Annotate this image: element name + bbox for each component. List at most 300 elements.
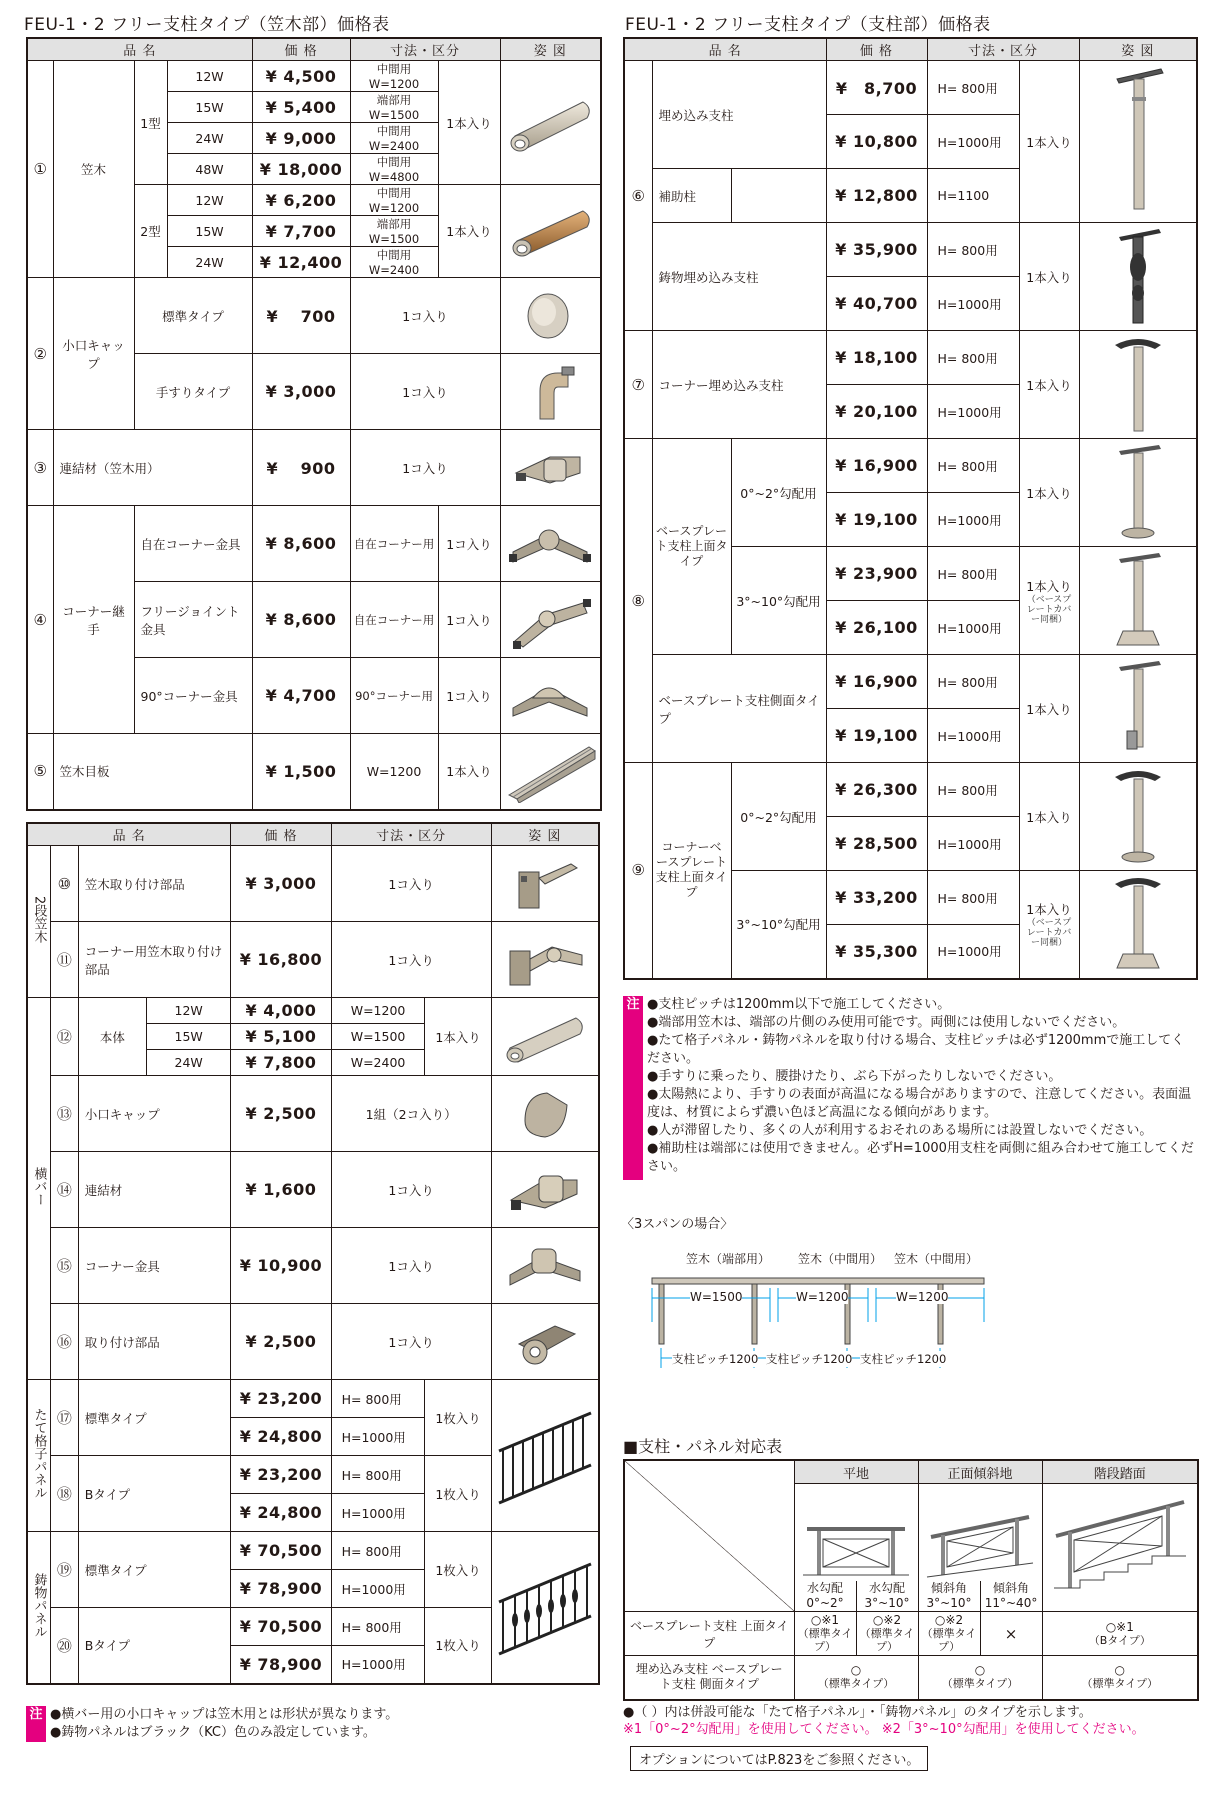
corner-mount-image xyxy=(491,922,599,998)
header-price: 価 格 xyxy=(231,823,331,846)
price: ¥ 19,100 xyxy=(826,709,927,763)
item-name: 標準タイプ xyxy=(78,1532,231,1608)
item-number: ⑭ xyxy=(50,1152,78,1228)
pack: 1枚入り xyxy=(425,1608,491,1684)
size: 端部用 W=1500 xyxy=(350,216,438,247)
size: 中間用 W=2400 xyxy=(350,123,438,154)
size: 1組（2コ入り） xyxy=(331,1076,491,1152)
size: H=1000用 xyxy=(927,925,1019,979)
size: W=1500 xyxy=(331,1024,425,1050)
size: H=1000用 xyxy=(331,1494,425,1532)
size: H= 800用 xyxy=(927,871,1019,925)
lattice-panel-image xyxy=(491,1380,599,1532)
bar-corner-image xyxy=(491,1228,599,1304)
pack: 1本入り xyxy=(1019,763,1079,871)
width-code: 15W xyxy=(146,1024,230,1050)
left-notes xyxy=(26,1706,586,1742)
baseplate-side-image xyxy=(1079,655,1197,763)
item-name: ベースプレート支柱側面タイプ xyxy=(652,655,826,763)
baseplate-top-image xyxy=(1079,439,1197,547)
bar-panel-price-table xyxy=(26,822,600,1685)
item-name: 笠木 xyxy=(53,61,134,278)
right-notes xyxy=(623,996,1198,1180)
compat-notes xyxy=(623,1704,1145,1738)
item-number: ⑱ xyxy=(50,1456,78,1532)
price: ¥ 1,500 xyxy=(252,734,350,810)
free-joint-image xyxy=(500,582,601,658)
price: ¥ 12,800 xyxy=(826,169,927,223)
corner90-image xyxy=(500,658,601,734)
item-number: ⑲ xyxy=(50,1532,78,1608)
note-item: ●手すりに乗ったり、腰掛けたり、ぶら下がったりしないでください。 xyxy=(647,1069,1062,1084)
size: 1コ入り xyxy=(350,354,500,430)
size: 1コ入り xyxy=(350,278,500,354)
compat-note-2: ※1「0°~2°勾配用」を使用してください。 ※2「3°~10°勾配用」を使用してください。 xyxy=(623,1722,1145,1737)
type-label: 自在コーナー金具 xyxy=(134,506,252,582)
compat-cell xyxy=(1042,1656,1198,1700)
corner-embed-post-image xyxy=(1079,331,1197,439)
note-item: ●太陽熱により、手すりの表面が高温になる場合がありますので、注意してください。表面温度は、材質によらず濃い色ほど高温になる傾向があります。 xyxy=(647,1087,1192,1120)
group-label xyxy=(27,1532,50,1684)
price: ¥ 700 xyxy=(252,278,350,354)
header-fig: 姿 図 xyxy=(500,38,601,61)
price: ¥ 16,900 xyxy=(826,655,927,709)
price: ¥ 24,800 xyxy=(231,1494,331,1532)
header-name: 品 名 xyxy=(624,38,826,61)
width-code: 15W xyxy=(167,216,252,247)
width-code: 15W xyxy=(167,92,252,123)
item-number: ⑧ xyxy=(624,439,652,763)
corner-baseplate-image xyxy=(1079,763,1197,871)
item-number: ⑨ xyxy=(624,763,652,979)
price: ¥ 5,100 xyxy=(231,1024,331,1050)
kasagi-price-table xyxy=(26,37,602,811)
item-number: ⑪ xyxy=(50,922,78,998)
size: H= 800用 xyxy=(927,655,1019,709)
sub-label: 水勾配 3°~10° xyxy=(856,1581,918,1611)
size: H=1000用 xyxy=(927,385,1019,439)
item-name: コーナー用笠木取り付け部品 xyxy=(78,922,231,998)
price: ¥ 23,900 xyxy=(826,547,927,601)
span-pitch: 支柱ピッチ1200 xyxy=(860,1352,947,1366)
compat-cell: × xyxy=(980,1612,1042,1656)
width-code: 48W xyxy=(167,154,252,185)
compat-cell xyxy=(918,1656,1042,1700)
item-number: ⑤ xyxy=(27,734,53,810)
compat-cell xyxy=(856,1612,918,1656)
price: ¥ 1,600 xyxy=(231,1152,331,1228)
compat-cell xyxy=(794,1656,918,1700)
group-yokobar: 横バー xyxy=(31,1167,47,1206)
kasagi-plate-image xyxy=(500,734,601,810)
flat-icon xyxy=(801,1521,911,1581)
pack: 1枚入り xyxy=(425,1456,491,1532)
item-name: 埋め込み支柱 xyxy=(652,61,826,169)
pack: 1枚入り xyxy=(425,1532,491,1608)
price: ¥ 24,800 xyxy=(231,1418,331,1456)
price: ¥ 900 xyxy=(252,430,350,506)
compat-header: 平地 xyxy=(794,1460,918,1484)
header-name: 品 名 xyxy=(27,823,231,846)
price: ¥ 8,600 xyxy=(252,582,350,658)
sub-label: 傾斜角 3°~10° xyxy=(926,1581,972,1610)
price: ¥ 2,500 xyxy=(231,1076,331,1152)
sub-label: 水勾配 0°~2° xyxy=(806,1581,844,1610)
span-label: 笠木（端部用） xyxy=(686,1252,771,1266)
left-title: FEU-1・2 フリー支柱タイプ（笠木部）価格表 xyxy=(24,15,390,35)
price: ¥ 26,100 xyxy=(826,601,927,655)
slope-group: 0°~2°勾配用 xyxy=(731,439,826,547)
width-code: 12W xyxy=(167,185,252,216)
price: ¥ 8,600 xyxy=(252,506,350,582)
compat-note: （標準タイプ） xyxy=(941,1677,1019,1691)
note-mark: 注 xyxy=(623,996,643,1180)
type-label: 1型 xyxy=(134,61,167,185)
item-number: ⑥ xyxy=(624,61,652,331)
header-size: 寸法・区分 xyxy=(331,823,491,846)
slope-group: 3°~10°勾配用 xyxy=(731,871,826,979)
slope-cell xyxy=(918,1484,1042,1612)
pack xyxy=(1019,547,1079,655)
pack-note: （ベースプレートカバー同梱） xyxy=(1026,918,1072,949)
price: ¥ 4,700 xyxy=(252,658,350,734)
compat-header: 階段踏面 xyxy=(1042,1460,1198,1484)
size: 1コ入り xyxy=(350,430,500,506)
price: ¥ 20,100 xyxy=(826,385,927,439)
mount-part-image xyxy=(491,846,599,922)
pack: 1本入り xyxy=(1019,61,1079,223)
price: ¥ 70,500 xyxy=(231,1608,331,1646)
cap-image xyxy=(500,278,601,354)
note-item: ●支柱ピッチは1200mm以下で施工してください。 xyxy=(647,997,951,1012)
size: H= 800用 xyxy=(927,763,1019,817)
size: H= 800用 xyxy=(927,439,1019,493)
item-name: 本体 xyxy=(78,998,146,1076)
item-name: 連結材 xyxy=(78,1152,231,1228)
row-label: ベースプレート支柱 上面タイプ xyxy=(624,1612,794,1656)
pack: 1コ入り xyxy=(438,506,500,582)
group-label xyxy=(27,1380,50,1532)
price: ¥ 35,300 xyxy=(826,925,927,979)
note-mark: 注 xyxy=(26,1706,46,1742)
item-name: 補助柱 xyxy=(652,169,731,223)
price: ¥ 3,000 xyxy=(231,846,331,922)
bar-mount-image xyxy=(491,1304,599,1380)
item-number: ② xyxy=(27,278,53,430)
header-size: 寸法・区分 xyxy=(927,38,1079,61)
pack-label: 1本入り xyxy=(1026,902,1072,918)
compat-note: （標準タイプ） xyxy=(797,1627,853,1653)
price: ¥ 10,900 xyxy=(231,1228,331,1304)
item-name: 取り付け部品 xyxy=(78,1304,231,1380)
price: ¥ 18,000 xyxy=(252,154,350,185)
item-number: ③ xyxy=(27,430,53,506)
pack: 1コ入り xyxy=(438,658,500,734)
width-code: 24W xyxy=(167,123,252,154)
price: ¥ 19,100 xyxy=(826,493,927,547)
pack: 1枚入り xyxy=(425,1380,491,1456)
size: H= 800用 xyxy=(331,1608,425,1646)
type-label: 2型 xyxy=(134,185,167,278)
group-2dan: 2段笠木 xyxy=(31,895,47,944)
span-diagram xyxy=(650,1250,990,1370)
compat-note-1: ●（ ）内は併設可能な「たて格子パネル」・「鋳物パネル」のタイプを示します。 xyxy=(623,1705,1092,1720)
type-label: 90°コーナー金具 xyxy=(134,658,252,734)
price: ¥ 78,900 xyxy=(231,1646,331,1684)
compat-mark: ○※1 xyxy=(810,1613,840,1627)
price: ¥ 18,100 xyxy=(826,331,927,385)
item-name: 笠木目板 xyxy=(53,734,252,810)
compat-mark: ○ xyxy=(850,1663,862,1678)
kasagi-2-image xyxy=(500,185,601,278)
price: ¥ 33,200 xyxy=(826,871,927,925)
type-label: 手すりタイプ xyxy=(134,354,252,430)
item-name: 小口キャップ xyxy=(53,278,134,430)
pack xyxy=(1019,871,1079,979)
compat-mark: ○ xyxy=(974,1663,986,1678)
size: H=1000用 xyxy=(331,1418,425,1456)
pack-note: （ベースプレートカバー同梱） xyxy=(1026,594,1072,625)
price: ¥ 12,400 xyxy=(252,247,350,278)
compat-header: 正面傾斜地 xyxy=(918,1460,1042,1484)
pack: 1コ入り xyxy=(438,582,500,658)
size: H=1000用 xyxy=(927,601,1019,655)
item-name: Bタイプ xyxy=(78,1456,231,1532)
blank-cell xyxy=(731,169,826,223)
right-title: FEU-1・2 フリー支柱タイプ（支柱部）価格表 xyxy=(625,15,991,35)
item-name: コーナー継手 xyxy=(53,506,134,734)
size: 1コ入り xyxy=(331,922,491,998)
compat-mark: ○※1 xyxy=(1105,1619,1134,1634)
flat-cell xyxy=(794,1484,918,1612)
item-name: コーナー埋め込み支柱 xyxy=(652,331,826,439)
span-label: 笠木（中間用） xyxy=(894,1252,979,1266)
header-size: 寸法・区分 xyxy=(350,38,500,61)
compat-table xyxy=(623,1459,1199,1701)
price: ¥ 35,900 xyxy=(826,223,927,277)
price: ¥ 8,700 xyxy=(826,61,927,115)
width-code: 24W xyxy=(167,247,252,278)
compat-mark: ○※2 xyxy=(934,1613,964,1627)
size: 自在コーナー用 xyxy=(350,582,438,658)
size: W=2400 xyxy=(331,1050,425,1076)
note-item: ●補助柱は端部には使用できません。必ずH=1000用支柱を両側に組み合わせて施工してください。 xyxy=(647,1141,1194,1174)
size: H=1000用 xyxy=(927,817,1019,871)
size: H=1000用 xyxy=(927,115,1019,169)
header-price: 価 格 xyxy=(826,38,927,61)
bar-body-image xyxy=(491,998,599,1076)
slope-icon xyxy=(925,1511,1035,1581)
group-label xyxy=(27,998,50,1380)
price: ¥ 7,700 xyxy=(252,216,350,247)
note-item: ●人が滞留したり、多くの人が利用するおそれのある場所には設置しないでください。 xyxy=(647,1123,1153,1138)
compat-note: （標準タイプ） xyxy=(817,1677,895,1691)
type-label: 標準タイプ xyxy=(134,278,252,354)
span-label: 笠木（中間用） xyxy=(798,1252,883,1266)
price: ¥ 2,500 xyxy=(231,1304,331,1380)
slope-group: 3°~10°勾配用 xyxy=(731,547,826,655)
compat-cell xyxy=(794,1612,856,1656)
size: 中間用 W=1200 xyxy=(350,185,438,216)
size: 端部用 W=1500 xyxy=(350,92,438,123)
compat-cell xyxy=(1042,1612,1198,1656)
bar-connector-image xyxy=(491,1152,599,1228)
compat-note: （標準タイプ） xyxy=(1081,1677,1159,1691)
item-number: ⑦ xyxy=(624,331,652,439)
price: ¥ 28,500 xyxy=(826,817,927,871)
price: ¥ 40,700 xyxy=(826,277,927,331)
pack: 1本入り xyxy=(1019,331,1079,439)
size: H=1000用 xyxy=(331,1570,425,1608)
price: ¥ 10,800 xyxy=(826,115,927,169)
item-number: ⑮ xyxy=(50,1228,78,1304)
price: ¥ 70,500 xyxy=(231,1532,331,1570)
corner-cell xyxy=(624,1460,794,1612)
size: H= 800用 xyxy=(927,547,1019,601)
compat-note: （標準タイプ） xyxy=(921,1627,977,1653)
header-fig: 姿 図 xyxy=(491,823,599,846)
item-number: ① xyxy=(27,61,53,278)
size: W=1200 xyxy=(350,734,438,810)
price: ¥ 9,000 xyxy=(252,123,350,154)
width-code: 24W xyxy=(146,1050,230,1076)
item-number: ⑩ xyxy=(50,846,78,922)
group-imono: 鋳物パネル xyxy=(31,1572,47,1638)
note-item: ●たて格子パネル・鋳物パネルを取り付ける場合、支柱ピッチは必ず1200mmで施工してください。 xyxy=(647,1033,1185,1066)
price: ¥ 3,000 xyxy=(252,354,350,430)
size: H= 800用 xyxy=(331,1532,425,1570)
pack: 1本入り xyxy=(438,185,500,278)
pack: 1本入り xyxy=(1019,655,1079,763)
price: ¥ 16,800 xyxy=(231,922,331,998)
note-item: ●横バー用の小口キャップは笠木用とは形状が異なります。 xyxy=(50,1707,399,1722)
span-width: W=1200 xyxy=(796,1290,849,1304)
size: 中間用 W=2400 xyxy=(350,247,438,278)
note-item: ●端部用笠木は、端部の片側のみ使用可能です。両側には使用しないでください。 xyxy=(647,1015,1126,1030)
item-name: Bタイプ xyxy=(78,1608,231,1684)
size: H= 800用 xyxy=(331,1456,425,1494)
bar-cap-image xyxy=(491,1076,599,1152)
size: H= 800用 xyxy=(927,61,1019,115)
size: 自在コーナー用 xyxy=(350,506,438,582)
group-tategoshi: たて格子パネル xyxy=(31,1408,47,1499)
span-title: 〈3スパンの場合〉 xyxy=(621,1217,734,1232)
width-code: 12W xyxy=(146,998,230,1024)
pack: 1本入り xyxy=(1019,439,1079,547)
size: 90°コーナー用 xyxy=(350,658,438,734)
baseplate-top-cover-image xyxy=(1079,547,1197,655)
span-width: W=1500 xyxy=(690,1290,743,1304)
price: ¥ 23,200 xyxy=(231,1380,331,1418)
price: ¥ 16,900 xyxy=(826,439,927,493)
sub-label: 傾斜角 11°~40° xyxy=(980,1581,1042,1611)
compat-title: ■支柱・パネル対応表 xyxy=(623,1437,783,1456)
span-pitch: 支柱ピッチ1200 xyxy=(672,1352,759,1366)
item-number: ⑯ xyxy=(50,1304,78,1380)
size: H=1000用 xyxy=(927,277,1019,331)
size: H= 800用 xyxy=(927,223,1019,277)
size: 中間用 W=1200 xyxy=(350,61,438,92)
width-code: 12W xyxy=(167,61,252,92)
item-name: 鋳物埋め込み支柱 xyxy=(652,223,826,331)
note-item: ●鋳物パネルはブラック（KC）色のみ設定しています。 xyxy=(50,1725,376,1740)
cast-embed-post-image xyxy=(1079,223,1197,331)
size: H= 800用 xyxy=(331,1380,425,1418)
compat-mark: ○※2 xyxy=(872,1613,902,1627)
price: ¥ 4,500 xyxy=(252,61,350,92)
item-number: ⑫ xyxy=(50,998,78,1076)
row-label: 埋め込み支柱 ベースプレート支柱 側面タイプ xyxy=(624,1656,794,1700)
pack: 1本入り xyxy=(438,734,500,810)
item-name: コーナー金具 xyxy=(78,1228,231,1304)
free-corner-image xyxy=(500,506,601,582)
item-number: ④ xyxy=(27,506,53,734)
size: H=1000用 xyxy=(331,1646,425,1684)
pack: 1本入り xyxy=(425,998,491,1076)
price: ¥ 26,300 xyxy=(826,763,927,817)
size: H=1000用 xyxy=(927,709,1019,763)
item-name: 笠木取り付け部品 xyxy=(78,846,231,922)
header-fig: 姿 図 xyxy=(1079,38,1197,61)
item-number: ⑳ xyxy=(50,1608,78,1684)
compat-mark: ○ xyxy=(1114,1663,1126,1678)
span-width: W=1200 xyxy=(896,1290,949,1304)
embed-post-image xyxy=(1079,61,1197,223)
item-name: 標準タイプ xyxy=(78,1380,231,1456)
header-price: 価 格 xyxy=(252,38,350,61)
item-name: コーナーベースプレート支柱上面タイプ xyxy=(652,763,731,979)
price: ¥ 6,200 xyxy=(252,185,350,216)
item-name: 連結材（笠木用） xyxy=(53,430,252,506)
price: ¥ 5,400 xyxy=(252,92,350,123)
cast-panel-image xyxy=(491,1532,599,1684)
size: H=1000用 xyxy=(927,493,1019,547)
size: 1コ入り xyxy=(331,1152,491,1228)
item-number: ⑰ xyxy=(50,1380,78,1456)
size: 中間用 W=4800 xyxy=(350,154,438,185)
connector-image xyxy=(500,430,601,506)
compat-note: （標準タイプ） xyxy=(859,1627,915,1653)
size: H=1100 xyxy=(927,169,1019,223)
stair-cell xyxy=(1042,1484,1198,1612)
stair-icon xyxy=(1050,1496,1190,1596)
span-pitch: 支柱ピッチ1200 xyxy=(766,1352,853,1366)
kasagi-1-image xyxy=(500,61,601,185)
compat-cell xyxy=(918,1612,980,1656)
compat-note: （Bタイプ） xyxy=(1088,1633,1151,1647)
item-name: 小口キャップ xyxy=(78,1076,231,1152)
corner-baseplate-cover-image xyxy=(1079,871,1197,979)
option-reference: オプションについてはP.823をご参照ください。 xyxy=(630,1746,928,1771)
pack-label: 1本入り xyxy=(1026,578,1072,594)
price: ¥ 7,800 xyxy=(231,1050,331,1076)
item-name: ベースプレート支柱上面タイプ xyxy=(652,439,731,655)
slope-group: 0°~2°勾配用 xyxy=(731,763,826,871)
size: H= 800用 xyxy=(927,331,1019,385)
size: 1コ入り xyxy=(331,846,491,922)
post-price-table xyxy=(623,37,1198,980)
pack: 1本入り xyxy=(1019,223,1079,331)
header-name: 品 名 xyxy=(27,38,252,61)
price: ¥ 78,900 xyxy=(231,1570,331,1608)
handrail-cap-image xyxy=(500,354,601,430)
price: ¥ 4,000 xyxy=(231,998,331,1024)
size: 1コ入り xyxy=(331,1228,491,1304)
group-label xyxy=(27,846,50,998)
price: ¥ 23,200 xyxy=(231,1456,331,1494)
type-label: フリージョイント金具 xyxy=(134,582,252,658)
pack: 1本入り xyxy=(438,61,500,185)
